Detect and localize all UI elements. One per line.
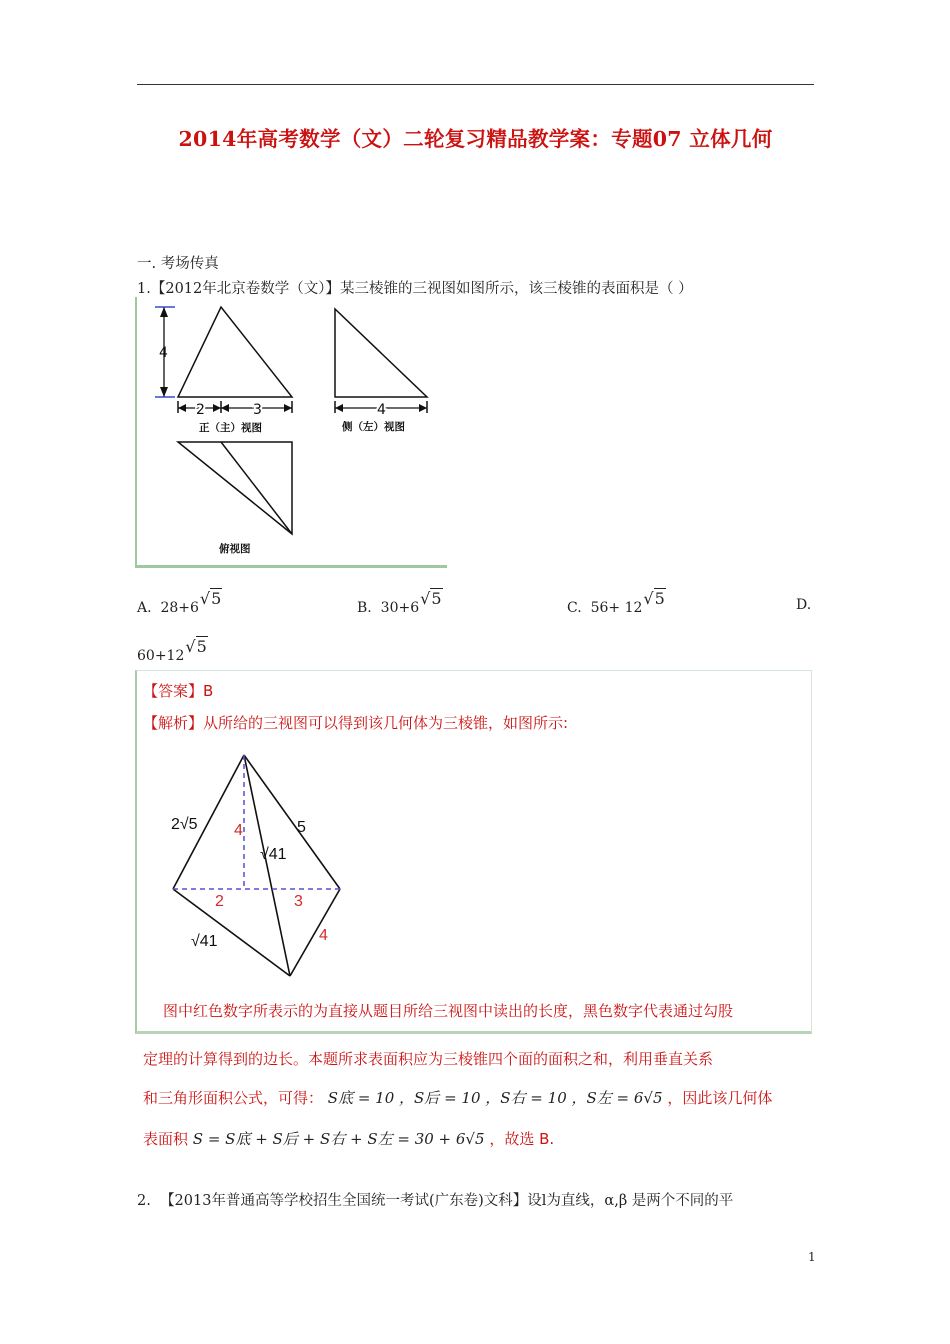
front-view-caption: 正（主）视图 [199,422,262,434]
sqrt-icon: √5 [420,589,442,608]
side-view-caption: 侧（左）视图 [342,421,405,433]
header-rule [137,84,814,85]
option-c-text: 56+ 12 [590,600,643,616]
analysis-text: 从所给的三视图可以得到该几何体为三棱锥，如图所示: [203,714,569,732]
edge-label-left: 2√5 [171,816,198,833]
document-title: 2014年高考数学（文）二轮复习精品教学案：专题07 立体几何 [178,127,773,151]
option-a-label: A. [137,600,152,616]
total-area-formula: S = S底 + S后 + S右 + S左 = 30 + 6√5 [192,1130,485,1148]
note-line-3-prefix: 和三角形面积公式，可得： [143,1089,324,1107]
front-right-label: 3 [253,402,262,418]
note-line-3 [143,1087,772,1108]
front-height-label: 4 [159,345,168,361]
edge-label-right: 5 [297,819,306,836]
side-width-label: 4 [377,402,386,418]
edge-label-sqrt41-mid: √41 [260,846,287,863]
note-line-4-prefix: 表面积 [143,1130,189,1148]
question-2-stem [137,1189,733,1210]
sqrt-icon: √5 [643,589,665,608]
red-height-label: 4 [234,822,243,839]
note-line-3-suffix: ，因此该几何体 [667,1089,773,1107]
page-number: 1 [808,1250,816,1264]
option-b-label: B. [357,600,372,616]
option-a-text: 28+6 [160,600,199,616]
question-source: 【2012年北京卷数学（文）】 [150,281,340,297]
option-d-label[interactable]: D. [796,597,812,613]
top-view-caption: 俯视图 [219,543,251,555]
sqrt-icon: √5 [185,637,207,656]
pyramid-figure [137,740,367,990]
option-c-label: C. [567,600,582,616]
note-line-1: 图中红色数字所表示的为直接从题目所给三视图中读出的长度，黑色数字代表通过勾股 [163,1002,734,1020]
analysis-tag: 【解析】 [143,714,204,732]
red-label-3: 3 [294,893,303,910]
option-a[interactable] [137,589,222,616]
front-left-label: 2 [196,402,205,418]
option-d-text: 60+12 [137,648,185,664]
edge-label-sqrt41-low: √41 [191,933,218,950]
question-2-number: 2. [137,1193,151,1209]
question-2-text: 【2013年普通高等学校招生全国统一考试(广东卷)文科】设l为直线，α,β 是两个不同的平 [160,1193,734,1209]
section-heading: 一. 考场传真 [137,256,219,272]
note-line-4-suffix: ，故选 B. [489,1130,555,1148]
option-d[interactable] [137,637,208,664]
option-b[interactable] [357,589,443,616]
note-line-2: 定理的计算得到的边长。本题所求表面积应为三棱锥四个面的面积之和，利用垂直关系 [143,1050,714,1068]
question-1-stem [137,277,693,298]
question-number: 1. [137,281,151,297]
note-line-4 [143,1128,554,1149]
red-label-2: 2 [215,893,224,910]
option-c[interactable] [567,589,666,616]
answer-line: 【答案】B [143,682,214,700]
option-b-text: 30+6 [380,600,420,616]
area-formula: S底 = 10 ，S后 = 10 ，S右 = 10 ，S左 = 6√5 [327,1089,663,1107]
analysis-line [143,712,568,733]
sqrt-icon: √5 [199,589,222,608]
three-view-drawing [137,297,445,563]
red-label-4: 4 [319,927,328,944]
question-text: 某三棱锥的三视图如图所示，该三棱锥的表面积是（ ） [340,281,693,297]
